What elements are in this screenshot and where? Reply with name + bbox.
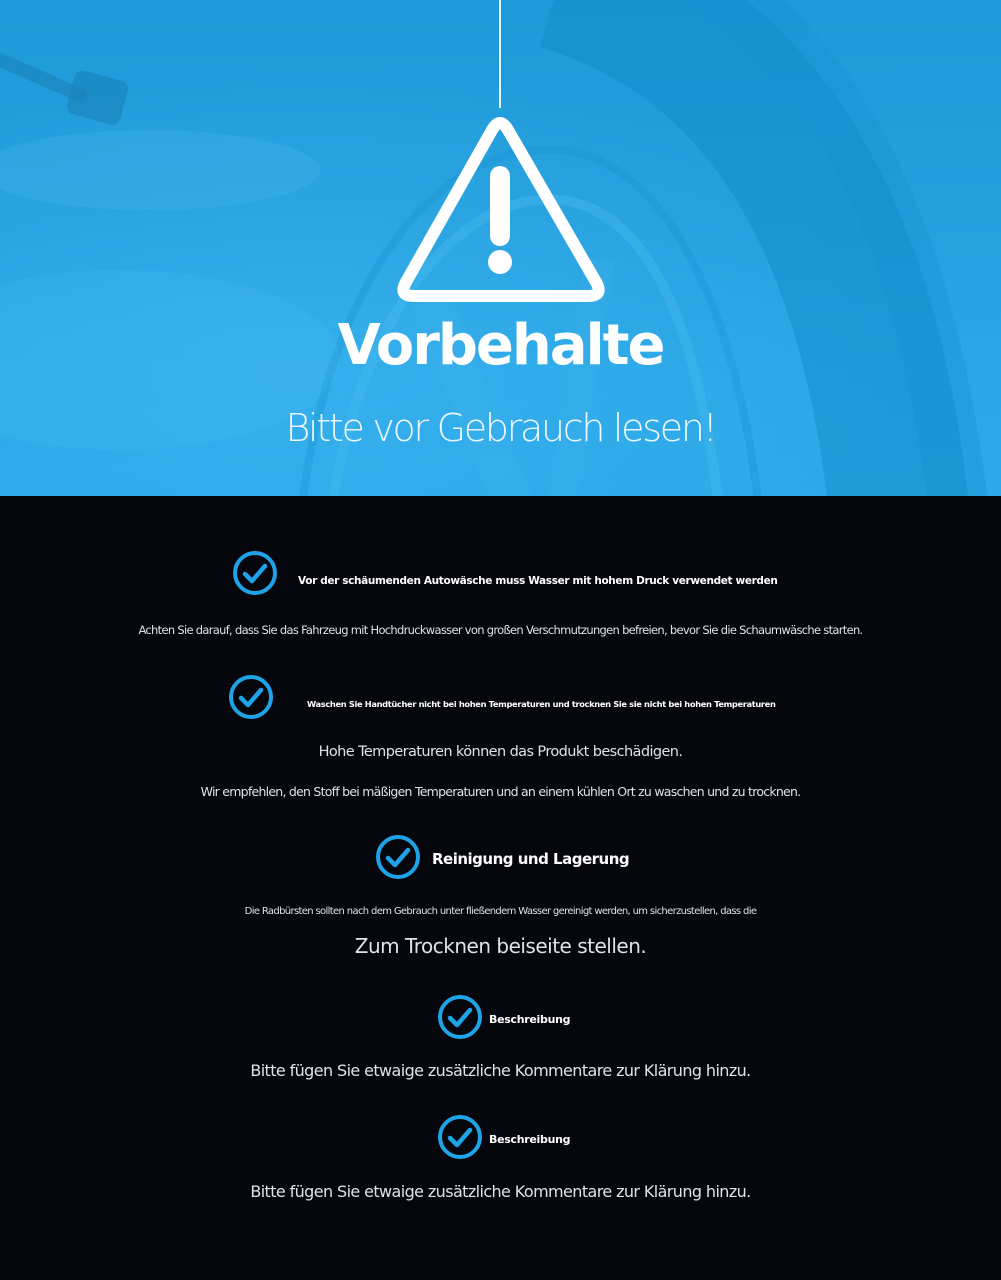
page-title: Vorbehalte [337, 313, 664, 378]
check-circle-icon [228, 674, 274, 720]
section-heading-text: Reinigung und Lagerung [432, 850, 630, 868]
hanging-line [499, 0, 501, 108]
section-heading-text: Waschen Sie Handtücher nicht bei hohen Temperaturen und trocknen Sie sie nicht bei hohen Temperaturen [307, 699, 776, 709]
section-paragraph: Zum Trocknen beiseite stellen. [354, 934, 647, 958]
check-circle-icon [437, 1114, 483, 1160]
section-heading-text: Vor der schäumenden Autowäsche muss Wasser mit hohem Druck verwendet werden [298, 575, 778, 587]
check-circle-icon [437, 994, 483, 1040]
section-paragraph: Wir empfehlen, den Stoff bei mäßigen Temperaturen und an einem kühlen Ort zu waschen und zu trocknen. [200, 784, 801, 799]
hero-banner [0, 0, 1001, 496]
section-paragraph: Hohe Temperaturen können das Produkt beschädigen. [318, 744, 683, 760]
section-heading-cleaning-storage [375, 834, 629, 880]
section-paragraph: Die Radbürsten sollten nach dem Gebrauch unter fließendem Wasser gereinigt werden, um sicherzustellen, dass die [244, 906, 757, 917]
page-subtitle: Bitte vor Gebrauch lesen! [285, 406, 716, 450]
section-paragraph: Bitte fügen Sie etwaige zusätzliche Kommentare zur Klärung hinzu. [250, 1182, 751, 1201]
section-heading-towels [228, 674, 776, 720]
section-heading-description-1 [437, 994, 570, 1040]
section-heading-text: Beschreibung [489, 1012, 571, 1026]
section-heading-high-pressure [232, 550, 778, 596]
section-paragraph: Bitte fügen Sie etwaige zusätzliche Kommentare zur Klärung hinzu. [250, 1061, 751, 1080]
check-circle-icon [232, 550, 278, 596]
section-heading-text: Beschreibung [489, 1132, 571, 1146]
warning-triangle-icon [396, 116, 606, 308]
check-circle-icon [375, 834, 421, 880]
section-paragraph: Achten Sie darauf, dass Sie das Fahrzeug mit Hochdruckwasser von großen Verschmutzungen befreien, bevor Sie die Schaumwäsche starten. [138, 623, 863, 637]
section-heading-description-2 [437, 1114, 570, 1160]
